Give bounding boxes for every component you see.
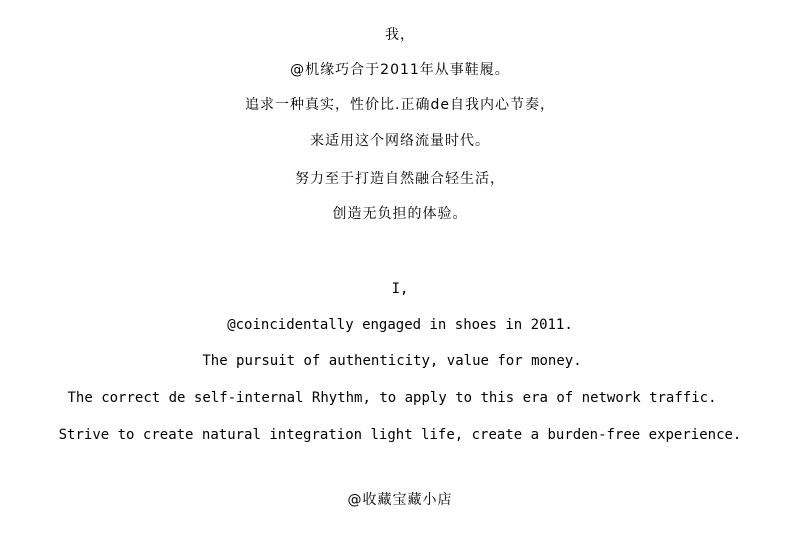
en-line-4: The correct de self-internal Rhythm, to apply to this era of network traffic. (67, 390, 717, 406)
en-line-1: I, (391, 281, 409, 297)
zh-line-5: 努力至于打造自然融合轻生活， (295, 171, 505, 187)
en-line-5: Strive to create natural integration light life, create a burden-free experience. (58, 427, 742, 443)
en-line-2: @coincidentally engaged in shoes in 2011. (227, 317, 573, 333)
zh-line-1: 我， (385, 27, 415, 43)
zh-line-3: 追求一种真实，性价比.正确de自我内心节奏， (245, 97, 555, 113)
shop-signature: @收藏宝藏小店 (347, 492, 453, 508)
zh-line-4: 来适用这个网络流量时代。 (310, 133, 490, 149)
zh-line-6: 创造无负担的体验。 (332, 206, 468, 222)
zh-line-2: @机缘巧合于2011年从事鞋履。 (290, 62, 510, 78)
en-line-3: The pursuit of authenticity, value for money. (202, 353, 582, 369)
